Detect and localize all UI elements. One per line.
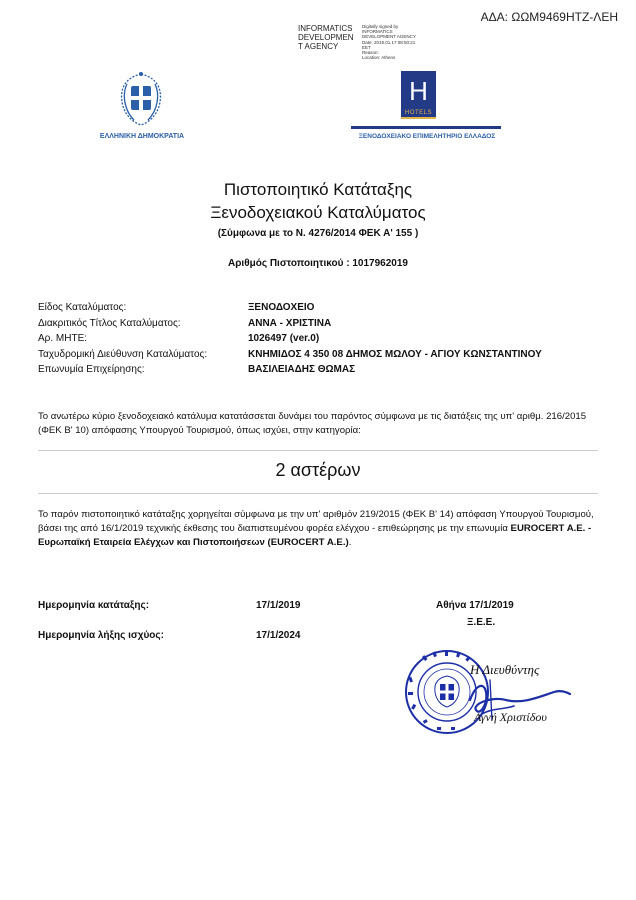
greek-emblem-icon: [116, 68, 166, 128]
ada-code: ΑΔΑ: ΩΩΜ9469ΗΤΖ-ΛΕΗ: [480, 10, 618, 24]
certificate-number-label: Αριθμός Πιστοποιητικού :: [228, 258, 350, 269]
hellenic-republic-caption: ΕΛΛΗΝΙΚΗ ΔΗΜΟΚΡΑΤΙΑ: [99, 133, 185, 140]
detail-row: [38, 300, 618, 316]
detail-row: [38, 316, 618, 332]
page-title-line2: Ξενοδοχειακού Καταλύματος: [210, 203, 426, 222]
detail-value: ΑΝΝΑ - ΧΡΙΣΤΙΝΑ: [248, 317, 332, 329]
star-category: 2 αστέρων: [275, 460, 361, 480]
signer-name: Αγνή Χριστίδου: [474, 710, 547, 724]
detail-label: Ταχυδρομική Διεύθυνση Καταλύματος:: [38, 348, 208, 360]
hotel-logo-stripe: [401, 117, 436, 119]
grant-text-end: .: [348, 537, 352, 548]
grant-text: Το παρόν πιστοποιητικό κατάταξης χορηγείται σύμφωνα με την υπ' αριθμόν 219/2015 (ΦΕΚ Β' 14) απόφαση Υπουργού Τουρισμού, βάσει της από 16/1/2019 τεχνικής έκθεσης του διαπιστευμένου φορέα ελέγχου - επιθεώρησης με την επωνυμία: [38, 509, 594, 534]
detail-value: ΒΑΣΙΛΕΙΑΔΗΣ ΘΩΜΑΣ: [248, 364, 356, 375]
detail-row: [38, 347, 618, 363]
signature-detail-line: EET: [362, 44, 371, 50]
detail-row: [38, 362, 618, 378]
legal-basis: (Σύμφωνα με το Ν. 4276/2014 ΦΕΚ Α' 155 ): [217, 228, 419, 239]
signature-detail-line: Location: Athens: [362, 55, 396, 61]
digital-signature-details: [362, 24, 432, 60]
signature-detail-line: Date: 2019.01.17 08:50:21: [362, 39, 416, 45]
detail-row: [38, 331, 618, 347]
detail-value: 1026497 (ver.0): [248, 333, 320, 344]
expiry-date-label: Ημερομηνία λήξης ισχύος:: [38, 630, 164, 641]
director-title: Η Διευθύντης: [470, 662, 540, 677]
hotel-logo-letter: H: [409, 76, 428, 106]
hotel-logo-sub: HOTELS: [404, 110, 432, 116]
expiry-date-value: 17/1/2024: [256, 630, 301, 641]
hotel-chamber-logo: [401, 71, 436, 119]
divider: [38, 450, 598, 451]
signature-detail-line: Reason:: [362, 50, 379, 56]
agency-line: DEVELOPMEN: [298, 33, 354, 42]
signature-detail-line: Digitally signed by: [362, 24, 399, 29]
agency-line: T AGENCY: [298, 42, 339, 51]
agency-name: [298, 24, 358, 51]
classification-paragraph: Το ανωτέρω κύριο ξενοδοχειακό κατάλυμα κατατάσσεται δυνάμει του παρόντος σύμφωνα με τις διατάξεις της υπ' αριθμ. 216/2015 (ΦΕΚ Β' 10) απόφασης Υπουργού Τουρισμού, όπως ισχύει, στην κατηγορία:: [38, 411, 587, 436]
divider: [38, 493, 598, 494]
place-date: Αθήνα 17/1/2019: [436, 600, 514, 611]
classification-date-label: Ημερομηνία κατάταξης:: [38, 600, 150, 611]
classification-date-value: 17/1/2019: [256, 600, 301, 611]
inspection-body-name: EUROCERT A.E. - Ευρωπαϊκή Εταιρεία Ελέγχων και Πιστοποιήσεων (EUROCERT A.E.): [38, 523, 592, 548]
grant-paragraph: [38, 508, 600, 550]
detail-label: Είδος Καταλύματος:: [38, 302, 127, 313]
signature-detail-line: INFORMATICS: [362, 29, 393, 35]
detail-value: ΚΝΗΜΙΔΟΣ 4 350 08 ΔΗΜΟΣ ΜΩΛΟΥ - ΑΓΙΟΥ ΚΩΝΣΤΑΝΤΙΝΟΥ: [248, 348, 542, 360]
certificate-number: [0, 258, 636, 269]
page-title-line1: Πιστοποιητικό Κατάταξης: [223, 180, 413, 199]
detail-label: Διακριτικός Τίτλος Καταλύματος:: [38, 317, 181, 329]
detail-value: ΞΕΝΟΔΟΧΕΙΟ: [248, 302, 315, 313]
hotel-chamber-caption: ΞΕΝΟΔΟΧΕΙΑΚΟ ΕΠΙΜΕΛΗΤΗΡΙΟ ΕΛΛΑΔΟΣ: [358, 133, 496, 140]
property-details: [38, 300, 618, 378]
signature-detail-line: DEVELOPMENT AGENCY: [362, 34, 416, 40]
issuer-org: Ξ.Ε.Ε.: [467, 617, 496, 628]
detail-label: Επωνυμία Επιχείρησης:: [38, 364, 145, 375]
detail-label: Αρ. ΜΗΤΕ:: [38, 333, 88, 344]
certificate-number-value: 1017962019: [352, 258, 408, 269]
hotel-chamber-bar: [351, 126, 501, 129]
agency-line: INFORMATICS: [298, 24, 353, 33]
